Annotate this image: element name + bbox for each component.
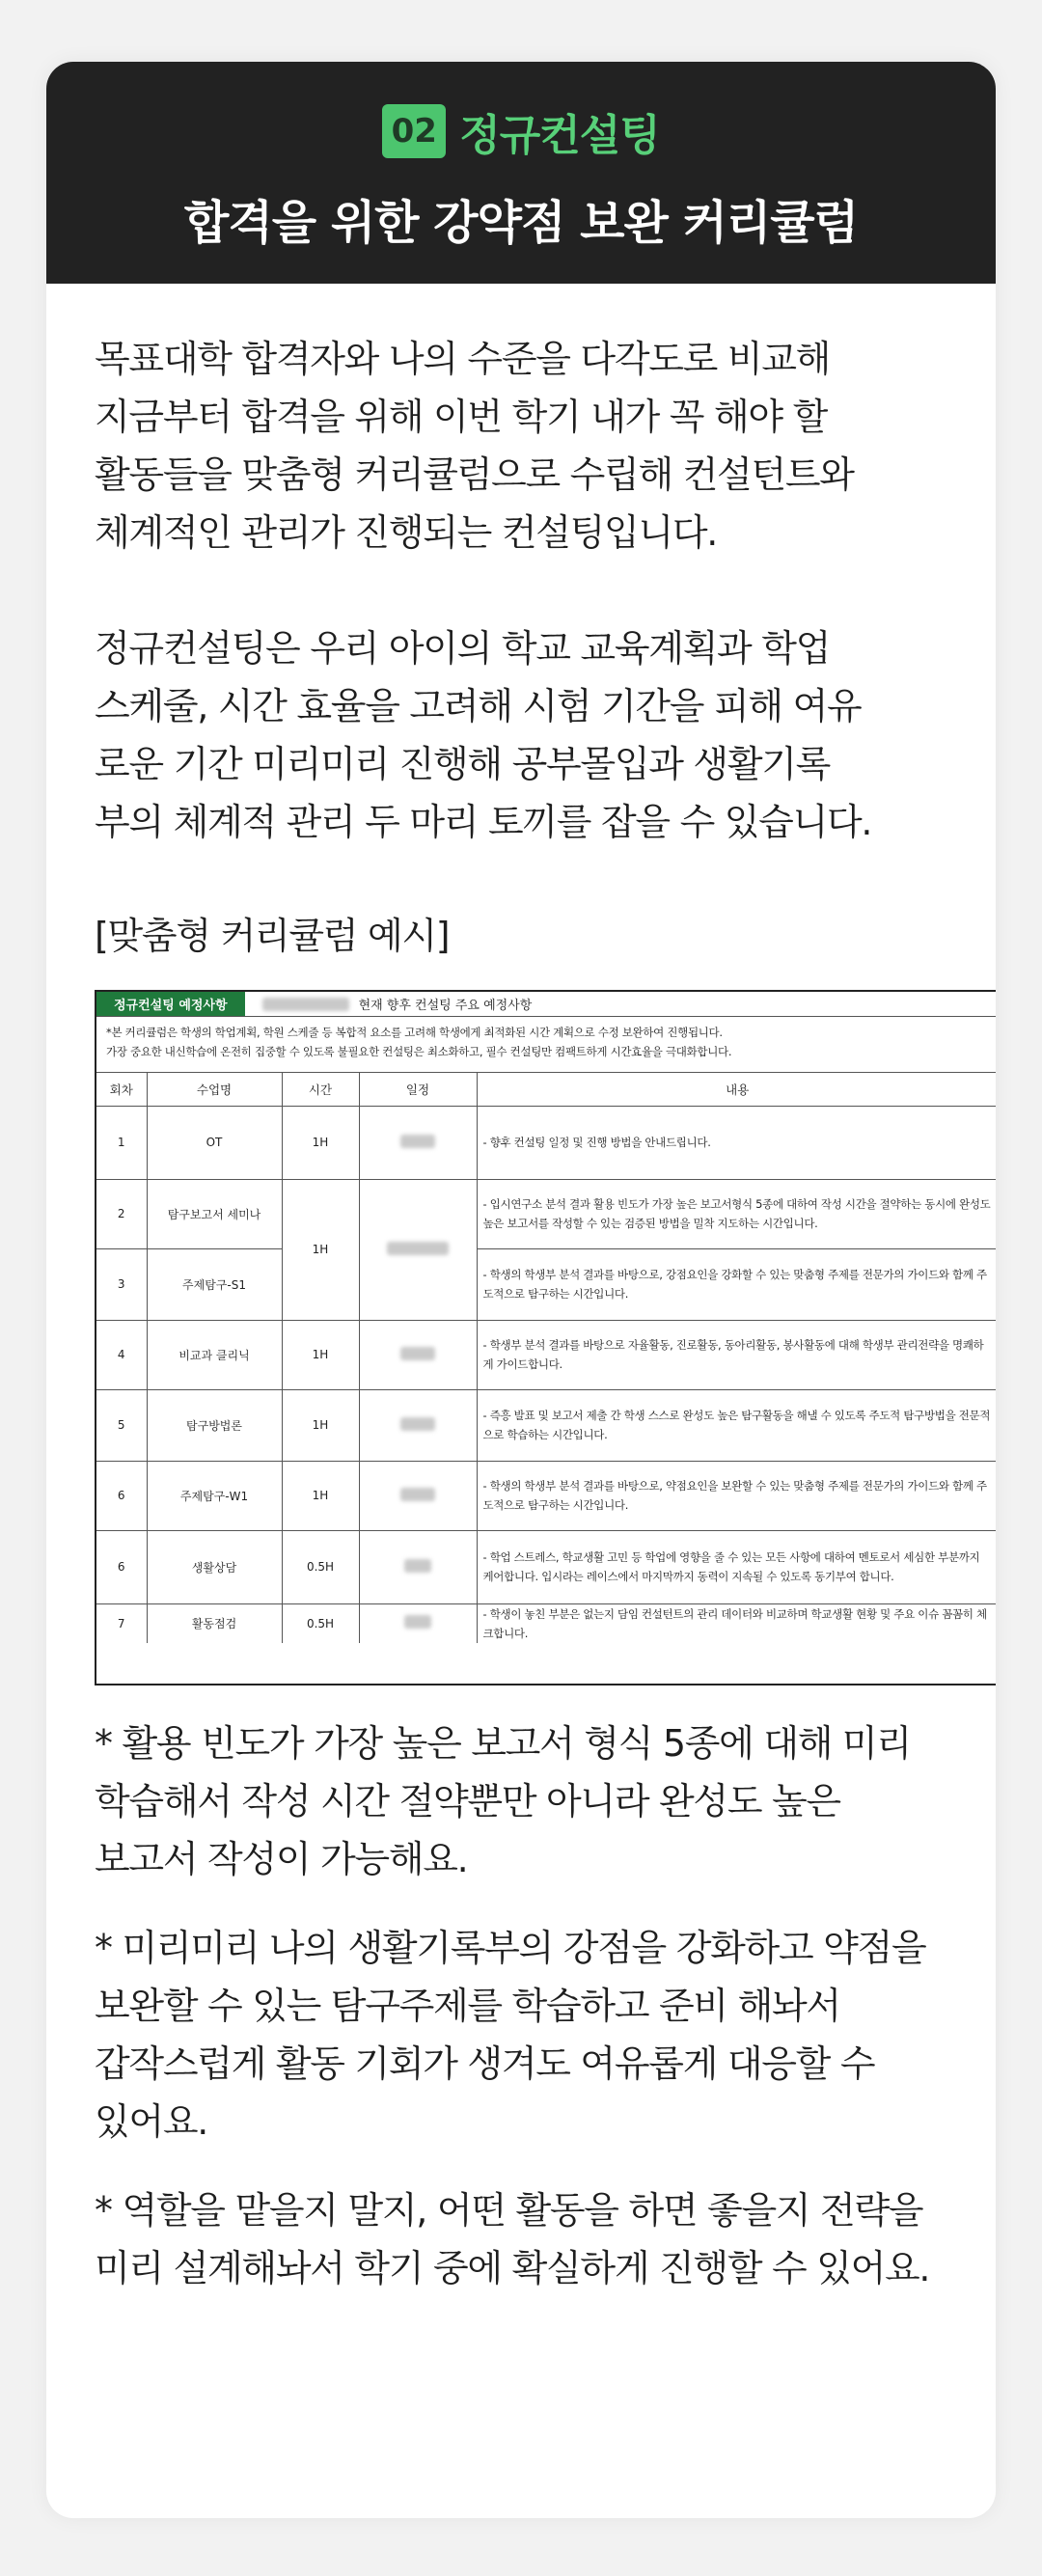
row-date	[359, 1389, 477, 1461]
row-name: 주제탐구-W1	[147, 1461, 282, 1530]
schedule-table-image	[95, 990, 996, 1685]
row-no: 5	[96, 1389, 147, 1461]
notes	[95, 1714, 947, 2297]
schedule-tag: 정규컨설팅 예정사항	[96, 992, 245, 1016]
row-time: 1H	[282, 1320, 359, 1389]
row-name: 탐구보고서 세미나	[147, 1179, 282, 1248]
header	[46, 62, 996, 284]
row-content: - 향후 컨설팅 일정 및 진행 방법을 안내드립니다.	[477, 1106, 996, 1179]
row-content: - 학생의 학생부 분석 결과를 바탕으로, 약점요인을 보완할 수 있는 맞춤형 주제를 전문가의 가이드와 함께 주도적으로 탐구하는 시간입니다.	[477, 1461, 996, 1530]
row-no: 4	[96, 1320, 147, 1389]
intro-paragraph-2: 정규컨설팅은 우리 아이의 학교 교육계획과 학업 스케줄, 시간 효율을 고려해 시험 기간을 피해 여유 로운 기간 미리미리 진행해 공부몰입과 생활기록 부의 체계적 관리 두 마리 토끼를 잡을 수 있습니다.	[95, 627, 872, 843]
schedule-note: *본 커리큘럼은 학생의 학업계획, 학원 스케줄 등 복합적 요소를 고려해 학생에게 최적화된 시간 계획으로 수정 보완하여 진행됩니다. 가장 중요한 내신학습에 온전히 집중할 수 있도록 불필요한 컨설팅은 최소화하고, 필수 컨설팅만 컴팩트하게 시간효율을 극대화합니다.	[96, 1017, 996, 1073]
blurred-date	[400, 1488, 435, 1501]
table-row	[96, 1179, 996, 1248]
row-name: 생활상담	[147, 1530, 282, 1603]
table-row	[96, 1603, 996, 1643]
blurred-date	[404, 1615, 431, 1629]
row-name: 주제탐구-S1	[147, 1248, 282, 1320]
row-time: 1H	[282, 1106, 359, 1179]
row-date	[359, 1179, 477, 1320]
row-time: 1H	[282, 1179, 359, 1320]
intro-paragraph-1: 목표대학 합격자와 나의 수준을 다각도로 비교해 지금부터 합격을 위해 이번 학기 내가 꼭 해야 할 활동들을 맞춤형 커리큘럼으로 수립해 컨설턴트와 체계적인 관리가 진행되는 컨설팅입니다.	[95, 338, 854, 554]
row-date	[359, 1530, 477, 1603]
blurred-date	[400, 1135, 435, 1148]
row-no: 7	[96, 1603, 147, 1643]
col-content: 내용	[477, 1073, 996, 1106]
row-date	[359, 1461, 477, 1530]
table-row	[96, 1248, 996, 1320]
table-header-row	[96, 1073, 996, 1106]
row-content: - 학생부 분석 결과를 바탕으로 자율활동, 진로활동, 동아리활동, 봉사활동에 대해 학생부 관리전략을 명쾌하게 가이드합니다.	[477, 1320, 996, 1389]
content-card	[46, 62, 996, 2518]
row-date	[359, 1603, 477, 1643]
row-name: OT	[147, 1106, 282, 1179]
col-date: 일정	[359, 1073, 477, 1106]
blurred-student-name	[262, 998, 349, 1011]
blurred-date	[400, 1417, 435, 1431]
row-time: 1H	[282, 1461, 359, 1530]
row-content: - 학생의 학생부 분석 결과를 바탕으로, 강점요인을 강화할 수 있는 맞춤형 주제를 전문가의 가이드와 함께 주도적으로 탐구하는 시간입니다.	[477, 1248, 996, 1320]
blurred-date	[404, 1559, 431, 1573]
col-name: 수업명	[147, 1073, 282, 1106]
row-name: 비교과 클리닉	[147, 1320, 282, 1389]
card-body	[46, 284, 996, 2297]
row-content: - 입시연구소 분석 결과 활용 빈도가 가장 높은 보고서형식 5종에 대하여 작성 시간을 절약하는 동시에 완성도 높은 보고서를 작성할 수 있는 검증된 방법을 밀착 지도하는 시간입니다.	[477, 1179, 996, 1248]
note-1: * 활용 빈도가 가장 높은 보고서 형식 5종에 대해 미리 학습해서 작성 시간 절약뿐만 아니라 완성도 높은 보고서 작성이 가능해요.	[95, 1722, 911, 1880]
row-no: 2	[96, 1179, 147, 1248]
schedule-head-text: 현재 향후 컨설팅 주요 예정사항	[358, 999, 533, 1013]
row-date	[359, 1320, 477, 1389]
col-time: 시간	[282, 1073, 359, 1106]
row-no: 6	[96, 1530, 147, 1603]
header-top	[382, 100, 660, 162]
schedule-header	[96, 992, 996, 1017]
note-2: * 미리미리 나의 생활기록부의 강점을 강화하고 약점을 보완할 수 있는 탐구주제를 학습하고 준비 해놔서 갑작스럽게 활동 기회가 생겨도 여유롭게 대응할 수 있어요.	[95, 1927, 926, 2143]
note-3: * 역할을 맡을지 말지, 어떤 활동을 하면 좋을지 전략을 미리 설계해놔서 학기 중에 확실하게 진행할 수 있어요.	[95, 2189, 930, 2289]
col-no: 회차	[96, 1073, 147, 1106]
row-no: 6	[96, 1461, 147, 1530]
row-time: 1H	[282, 1389, 359, 1461]
page-title: 합격을 위한 강약점 보완 커리큘럼	[184, 196, 858, 250]
table-row	[96, 1320, 996, 1389]
section-label: [맞춤형 커리큘럼 예시]	[95, 915, 450, 957]
row-name: 활동점검	[147, 1603, 282, 1643]
row-content: - 학업 스트레스, 학교생활 고민 등 학업에 영향을 줄 수 있는 모든 사항에 대하여 멘토로서 세심한 부분까지 케어합니다. 입시라는 레이스에서 마지막까지 동력이 지속될 수 있도록 동기부여 합니다.	[477, 1530, 996, 1603]
table-row	[96, 1461, 996, 1530]
table-row	[96, 1389, 996, 1461]
blurred-date	[400, 1347, 435, 1360]
row-date	[359, 1106, 477, 1179]
row-time: 0.5H	[282, 1603, 359, 1643]
row-no: 3	[96, 1248, 147, 1320]
schedule-table	[96, 1073, 996, 1643]
number-badge: 02	[382, 104, 446, 158]
row-time: 0.5H	[282, 1530, 359, 1603]
header-label: 정규컨설팅	[459, 111, 660, 160]
row-content: - 학생이 놓친 부분은 없는지 담임 컨설턴트의 관리 데이터와 비교하며 학교생활 현황 및 주요 이슈 꼼꼼히 체크합니다.	[477, 1603, 996, 1643]
row-name: 탐구방법론	[147, 1389, 282, 1461]
row-content: - 즉흥 발표 및 보고서 제출 간 학생 스스로 완성도 높은 탐구활동을 해낼 수 있도록 주도적 탐구방법을 전문적으로 학습하는 시간입니다.	[477, 1389, 996, 1461]
table-row	[96, 1106, 996, 1179]
row-no: 1	[96, 1106, 147, 1179]
table-row	[96, 1530, 996, 1603]
blurred-date	[387, 1242, 449, 1255]
